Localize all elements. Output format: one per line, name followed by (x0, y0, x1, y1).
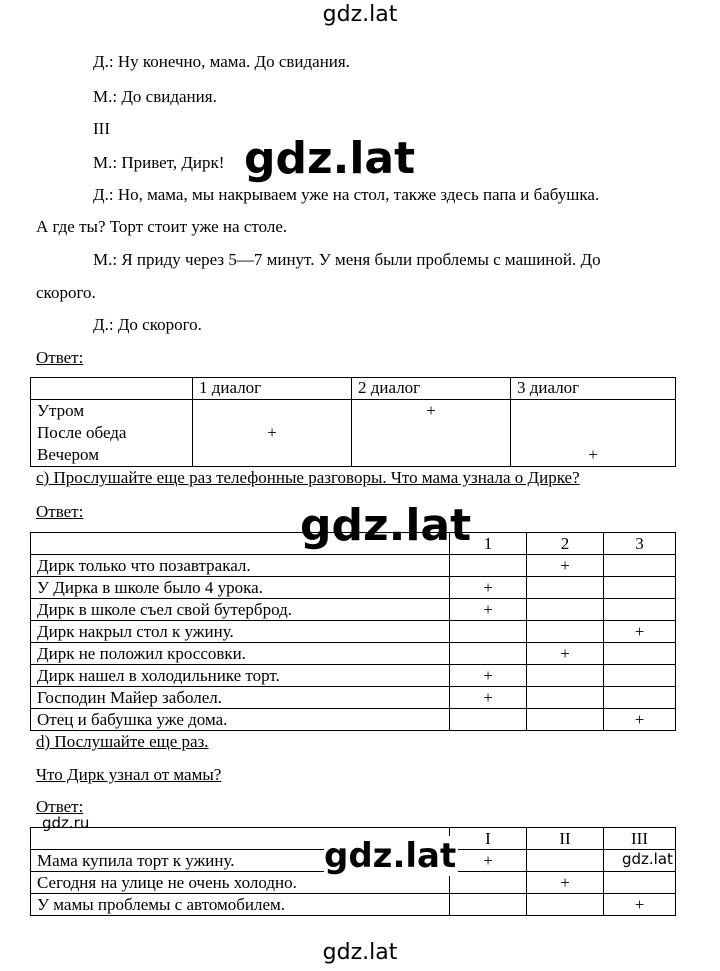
table2-mark (450, 555, 527, 577)
table3-mark: + (450, 850, 527, 872)
table2-mark: + (527, 555, 604, 577)
dialog-line-4a: Д.: Но, мама, мы накрываем уже на стол, также здесь папа и бабушка. (93, 185, 600, 204)
table2-mark (450, 621, 527, 643)
table1-row-evening: Вечером (37, 445, 99, 464)
table2-header-3: 3 (604, 533, 676, 555)
table2-row-text: У Дирка в школе было 4 урока. (31, 577, 450, 599)
table2-mark (604, 687, 676, 709)
table1-col-3 (511, 400, 676, 467)
dialog-line-1: Д.: Ну конечно, мама. До свидания. (93, 52, 350, 71)
task-d-question: Что Дирк узнал от мамы? (36, 765, 222, 784)
table1-mark (511, 422, 675, 444)
table3-header-2: II (527, 828, 604, 850)
table1-header-empty (31, 378, 193, 400)
table-dialog-times (30, 377, 676, 467)
table2-header-1: 1 (450, 533, 527, 555)
table1-mark (193, 400, 351, 422)
task-d: d) Послушайте еще раз. (36, 732, 209, 751)
table1-mark (511, 400, 675, 422)
watermark-big-1: gdz.lat (244, 133, 416, 184)
table3-mark: + (604, 894, 676, 916)
dialog-line-3: М.: Привет, Дирк! (93, 153, 225, 172)
answer-label-1: Ответ: (36, 348, 84, 367)
table3-mark: + (527, 872, 604, 894)
table2-row-text: Дирк только что позавтракал. (31, 555, 450, 577)
table1-mark: + (588, 445, 598, 464)
table2-mark (604, 643, 676, 665)
table2-row-text: Дирк не положил кроссовки. (31, 643, 450, 665)
answer-label-3: Ответ: (36, 797, 84, 816)
table2-header-empty (31, 533, 450, 555)
answer-label-2: Ответ: (36, 502, 84, 521)
table2-mark (527, 709, 604, 731)
table2-mark: + (450, 665, 527, 687)
dialog-line-4b: А где ты? Торт стоит уже на столе. (36, 217, 288, 236)
table1-col-1 (193, 400, 352, 467)
dialog-line-5b: скорого. (36, 283, 96, 302)
table2-mark (527, 599, 604, 621)
table2-row-text: Отец и бабушка уже дома. (31, 709, 450, 731)
table3-row-text: Сегодня на улице не очень холодно. (31, 872, 450, 894)
table1-mark: + (267, 423, 277, 442)
table3-mark (450, 894, 527, 916)
table1-row-labels (31, 400, 193, 467)
table3-row-text: У мамы проблемы с автомобилем. (31, 894, 450, 916)
table2-mark: + (527, 643, 604, 665)
table2-mark (527, 665, 604, 687)
table1-header-2: 2 диалог (352, 378, 511, 400)
task-c: с) Прослушайте еще раз телефонные разговоры. Что мама узнала о Дирке? (36, 468, 580, 487)
table3-row-text: Мама купила торт к ужину. (31, 850, 450, 872)
watermark-big-3: gdz.lat (324, 836, 457, 876)
table3-mark (450, 872, 527, 894)
table2-mark (527, 577, 604, 599)
table2-mark (604, 577, 676, 599)
table2-mark: + (604, 709, 676, 731)
table2-mark: + (450, 687, 527, 709)
table2-mark (604, 665, 676, 687)
table2-row-text: Дирк накрыл стол к ужину. (31, 621, 450, 643)
table-mom-learned (30, 532, 676, 731)
dialog-line-2: М.: До свидания. (93, 87, 217, 106)
table3-header-1: I (450, 828, 527, 850)
table2-mark: + (450, 577, 527, 599)
table2-header-2: 2 (527, 533, 604, 555)
table1-mark (352, 444, 510, 466)
table2-row-text: Дирк нашел в холодильнике торт. (31, 665, 450, 687)
table3-header-3: III (604, 828, 676, 850)
table1-mark: + (426, 401, 436, 420)
table2-row-text: Господин Майер заболел. (31, 687, 450, 709)
table1-row-morning: Утром (37, 401, 85, 420)
table1-header-1: 1 диалог (193, 378, 352, 400)
table1-mark (193, 444, 351, 466)
table3-mark (604, 872, 676, 894)
table2-mark: + (604, 621, 676, 643)
table2-mark (450, 709, 527, 731)
table2-mark (450, 643, 527, 665)
table2-mark (604, 555, 676, 577)
table1-mark (352, 422, 510, 444)
table1-row-afternoon: После обеда (37, 423, 127, 442)
table2-row-text: Дирк в школе съел свой бутерброд. (31, 599, 450, 621)
table2-mark (604, 599, 676, 621)
table1-col-2 (352, 400, 511, 467)
watermark-bottom: gdz.lat (322, 940, 398, 965)
table2-mark (527, 687, 604, 709)
table2-mark (527, 621, 604, 643)
dialog-line-5a: М.: Я приду через 5—7 минут. У меня были проблемы с машиной. До (93, 250, 601, 269)
table2-mark: + (450, 599, 527, 621)
watermark-top: gdz.lat (322, 2, 398, 27)
watermark-small-lat: gdz.lat (622, 850, 673, 868)
table3-mark (527, 894, 604, 916)
table3-mark (527, 850, 604, 872)
table1-header-3: 3 диалог (511, 378, 676, 400)
section-number: III (93, 119, 110, 138)
dialog-line-6: Д.: До скорого. (93, 315, 202, 334)
watermark-small-ru: gdz.ru (42, 814, 90, 832)
watermark-big-2: gdz.lat (300, 500, 472, 551)
